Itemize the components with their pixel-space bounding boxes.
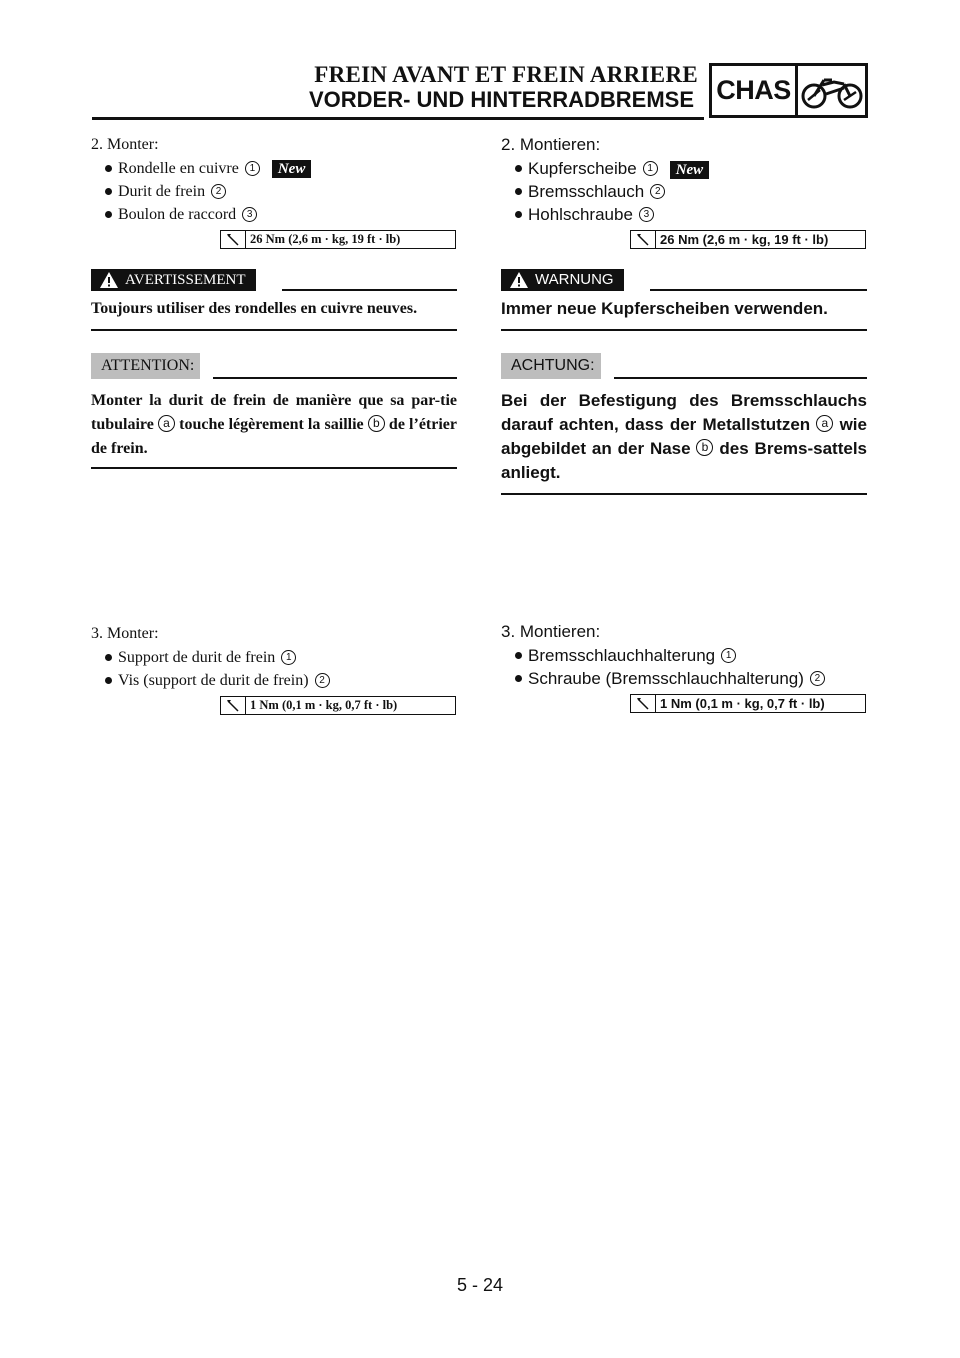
- warning-rule: [650, 289, 867, 291]
- wrench-icon: [221, 231, 246, 248]
- bullet-icon: [515, 188, 522, 195]
- ref-letter: a: [158, 415, 175, 432]
- step-2-heading: 2. Monter:: [91, 136, 159, 153]
- wrench-icon: [221, 697, 246, 714]
- list-item: [501, 203, 867, 226]
- ref-letter: b: [368, 415, 385, 432]
- list-item: [91, 180, 457, 203]
- item-label: Hohlschraube: [528, 205, 633, 224]
- wrench-icon: [631, 695, 656, 712]
- bullet-icon: [515, 211, 522, 218]
- item-label: Vis (support de durit de frein): [118, 672, 309, 689]
- page-number: 5 - 24: [456, 1275, 504, 1295]
- column-german: [501, 133, 867, 727]
- ref-number: 2: [211, 184, 226, 199]
- ref-number: 2: [810, 671, 825, 686]
- caution-rule: [213, 377, 457, 379]
- list-item: [501, 157, 867, 180]
- item-label: Boulon de raccord: [118, 206, 237, 223]
- list-item: [501, 644, 867, 667]
- torque-spec: [630, 230, 866, 249]
- bullet-icon: [105, 188, 112, 195]
- bullet-icon: [515, 652, 522, 659]
- caution-badge: ACHTUNG:: [501, 353, 601, 379]
- list-item: [501, 180, 867, 203]
- item-label: Durit de frein: [118, 183, 206, 200]
- caution-text-part: Bei der Befestigung des Bremsschlauchs darauf achten, dass der Metallstutzen: [501, 391, 867, 434]
- warning-text: Immer neue Kupferscheiben verwenden.: [501, 299, 828, 318]
- caution-text-part: wie abgebildet an der Nase: [501, 415, 867, 458]
- caution-text-part: des Brems-sattels anliegt.: [501, 439, 867, 482]
- item-label: Support de durit de frein: [118, 649, 276, 666]
- ref-number: 1: [721, 648, 736, 663]
- header-rule: [92, 117, 704, 120]
- ref-number: 1: [245, 161, 260, 176]
- torque-value: 1 Nm (0,1 m · kg, 0,7 ft · lb): [660, 696, 825, 711]
- ref-letter: a: [816, 415, 833, 432]
- bullet-icon: [515, 675, 522, 682]
- warning-label: WARNUNG: [535, 271, 614, 288]
- item-label: Bremsschlauch: [528, 182, 645, 201]
- list-item: [501, 667, 867, 690]
- step-3-heading: 3. Montieren:: [501, 622, 601, 641]
- list-item: [91, 669, 457, 692]
- torque-spec: [220, 230, 456, 249]
- item-label: Schraube (Bremsschlauchhalterung): [528, 669, 804, 688]
- caution-text: [91, 389, 457, 461]
- item-label: Kupferscheibe: [528, 159, 637, 178]
- caution-text-part: touche légèrement la saillie: [179, 416, 364, 433]
- list-item: [91, 157, 457, 180]
- ref-number: 1: [643, 161, 658, 176]
- header-title-de: VORDER- UND HINTERRADBREMSE: [308, 87, 694, 112]
- new-part-badge: New: [272, 160, 312, 178]
- caution-badge: ATTENTION:: [91, 353, 200, 379]
- torque-value: 26 Nm (2,6 m · kg, 19 ft · lb): [660, 232, 829, 247]
- ref-number: 3: [639, 207, 654, 222]
- section-code: CHAS: [712, 66, 798, 115]
- warning-triangle-icon: [509, 271, 529, 289]
- warning-badge: [91, 269, 256, 291]
- warning-label: AVERTISSEMENT: [125, 272, 246, 288]
- torque-value: 26 Nm (2,6 m · kg, 19 ft · lb): [250, 232, 401, 246]
- list-item: [91, 203, 457, 226]
- warning-header: [91, 263, 457, 291]
- caution-text-part: de l’étrier de frein.: [91, 416, 458, 457]
- ref-letter: b: [696, 439, 713, 456]
- bullet-icon: [105, 677, 112, 684]
- column-french: [91, 133, 457, 729]
- item-label: Bremsschlauchhalterung: [528, 646, 716, 665]
- torque-value: 1 Nm (0,1 m · kg, 0,7 ft · lb): [250, 698, 398, 712]
- bullet-icon: [105, 211, 112, 218]
- warning-badge: [501, 269, 624, 291]
- section-badge: [709, 63, 868, 118]
- warning-rule: [282, 289, 458, 291]
- warning-text: Toujours utiliser des rondelles en cuivre neuves.: [91, 300, 418, 317]
- caution-header: [501, 351, 867, 379]
- caution-rule: [614, 377, 867, 379]
- ref-number: 2: [315, 673, 330, 688]
- bullet-icon: [515, 165, 522, 172]
- step-2-heading: 2. Montieren:: [501, 135, 601, 154]
- warning-header: [501, 263, 867, 291]
- ref-number: 2: [650, 184, 665, 199]
- caution-text: [501, 389, 867, 485]
- ref-number: 3: [242, 207, 257, 222]
- torque-spec: [220, 696, 456, 715]
- caution-header: [91, 351, 457, 379]
- wrench-icon: [631, 231, 656, 248]
- list-item: [91, 646, 457, 669]
- new-part-badge: New: [670, 161, 710, 179]
- step-3-heading: 3. Monter:: [91, 625, 159, 642]
- ref-number: 1: [281, 650, 296, 665]
- caution-text-part: Monter la durit de frein de manière que sa par-tie tubulaire: [91, 392, 457, 433]
- motorcycle-icon: [798, 66, 865, 115]
- torque-spec: [630, 694, 866, 713]
- item-label: Rondelle en cuivre: [118, 160, 239, 177]
- bullet-icon: [105, 654, 112, 661]
- bullet-icon: [105, 165, 112, 172]
- header-title-fr: FREIN AVANT ET FREIN ARRIERE: [314, 62, 698, 87]
- warning-triangle-icon: [99, 271, 119, 289]
